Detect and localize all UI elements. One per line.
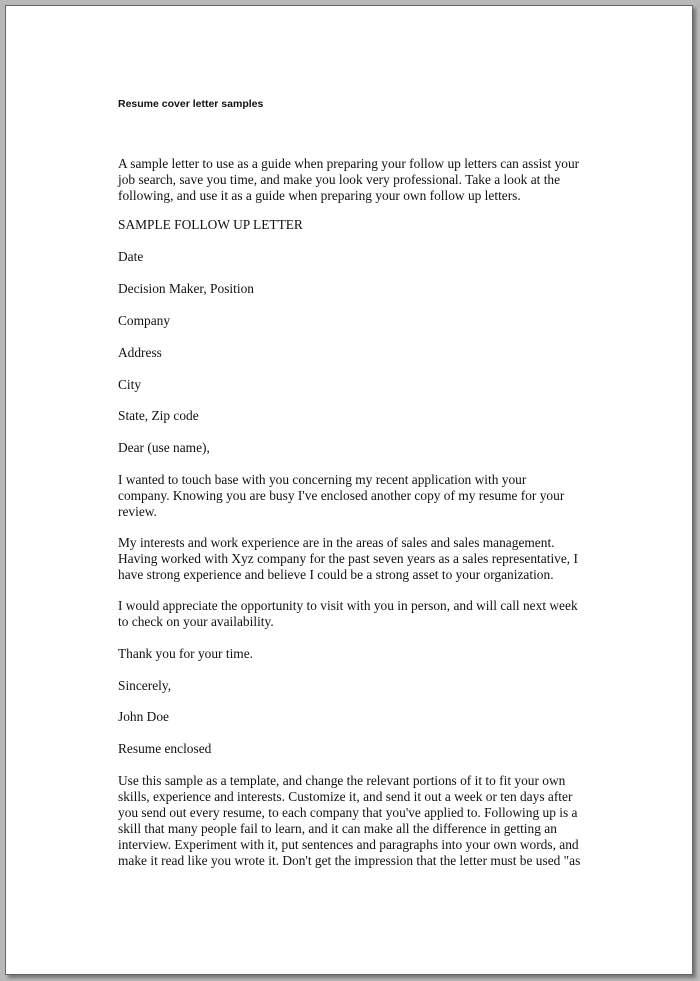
paragraph-line: you send out every resume, to each company that you've applied to. Following up is a	[118, 805, 578, 820]
enclosure-line: Resume enclosed	[118, 741, 212, 756]
letter-paragraph-3	[118, 598, 598, 630]
signature-line: John Doe	[118, 709, 169, 724]
letter-paragraph-2	[118, 535, 598, 583]
document-page	[5, 5, 693, 975]
letter-paragraph-1	[118, 472, 598, 520]
company-line: Company	[118, 313, 171, 328]
paragraph-line: interview. Experiment with it, put sentences and paragraphs into your own words, and	[118, 837, 579, 852]
paragraph-line: company. Knowing you are busy I've enclosed another copy of my resume for your	[118, 488, 565, 503]
thanks-line: Thank you for your time.	[118, 646, 253, 661]
intro-paragraph	[118, 156, 598, 204]
paragraph-line: Use this sample as a template, and change the relevant portions of it to fit your own	[118, 773, 566, 788]
decision-maker-line: Decision Maker, Position	[118, 281, 254, 296]
intro-line: following, and use it as a guide when preparing your own follow up letters.	[118, 188, 521, 203]
city-line: City	[118, 377, 142, 392]
intro-line: A sample letter to use as a guide when preparing your follow up letters can assist your	[118, 156, 580, 171]
paragraph-line: to check on your availability.	[118, 614, 274, 629]
advice-paragraph	[118, 773, 598, 869]
intro-line: job search, save you time, and make you look very professional. Take a look at the	[118, 172, 561, 187]
address-line: Address	[118, 345, 162, 360]
paragraph-line: skills, experience and interests. Customize it, and send it out a week or ten days after	[118, 789, 573, 804]
paragraph-line: review.	[118, 504, 157, 519]
paragraph-line: make it read like you wrote it. Don't get the impression that the letter must be used "as	[118, 853, 581, 868]
paragraph-line: I wanted to touch base with you concerning my recent application with your	[118, 472, 527, 487]
paragraph-line: My interests and work experience are in the areas of sales and sales management.	[118, 535, 555, 550]
paragraph-line: I would appreciate the opportunity to visit with you in person, and will call next week	[118, 598, 578, 613]
closing-line: Sincerely,	[118, 678, 172, 693]
section-title: SAMPLE FOLLOW UP LETTER	[118, 217, 303, 232]
paragraph-line: have strong experience and believe I could be a strong asset to your organization.	[118, 567, 554, 582]
paragraph-line: skill that many people fail to learn, and it can make all the difference in getting an	[118, 821, 557, 836]
paragraph-line: Having worked with Xyz company for the past seven years as a sales representative, I	[118, 551, 578, 566]
date-line: Date	[118, 249, 144, 264]
document-heading: Resume cover letter samples	[118, 98, 264, 110]
state-zip-line: State, Zip code	[118, 408, 199, 423]
salutation: Dear (use name),	[118, 440, 210, 455]
